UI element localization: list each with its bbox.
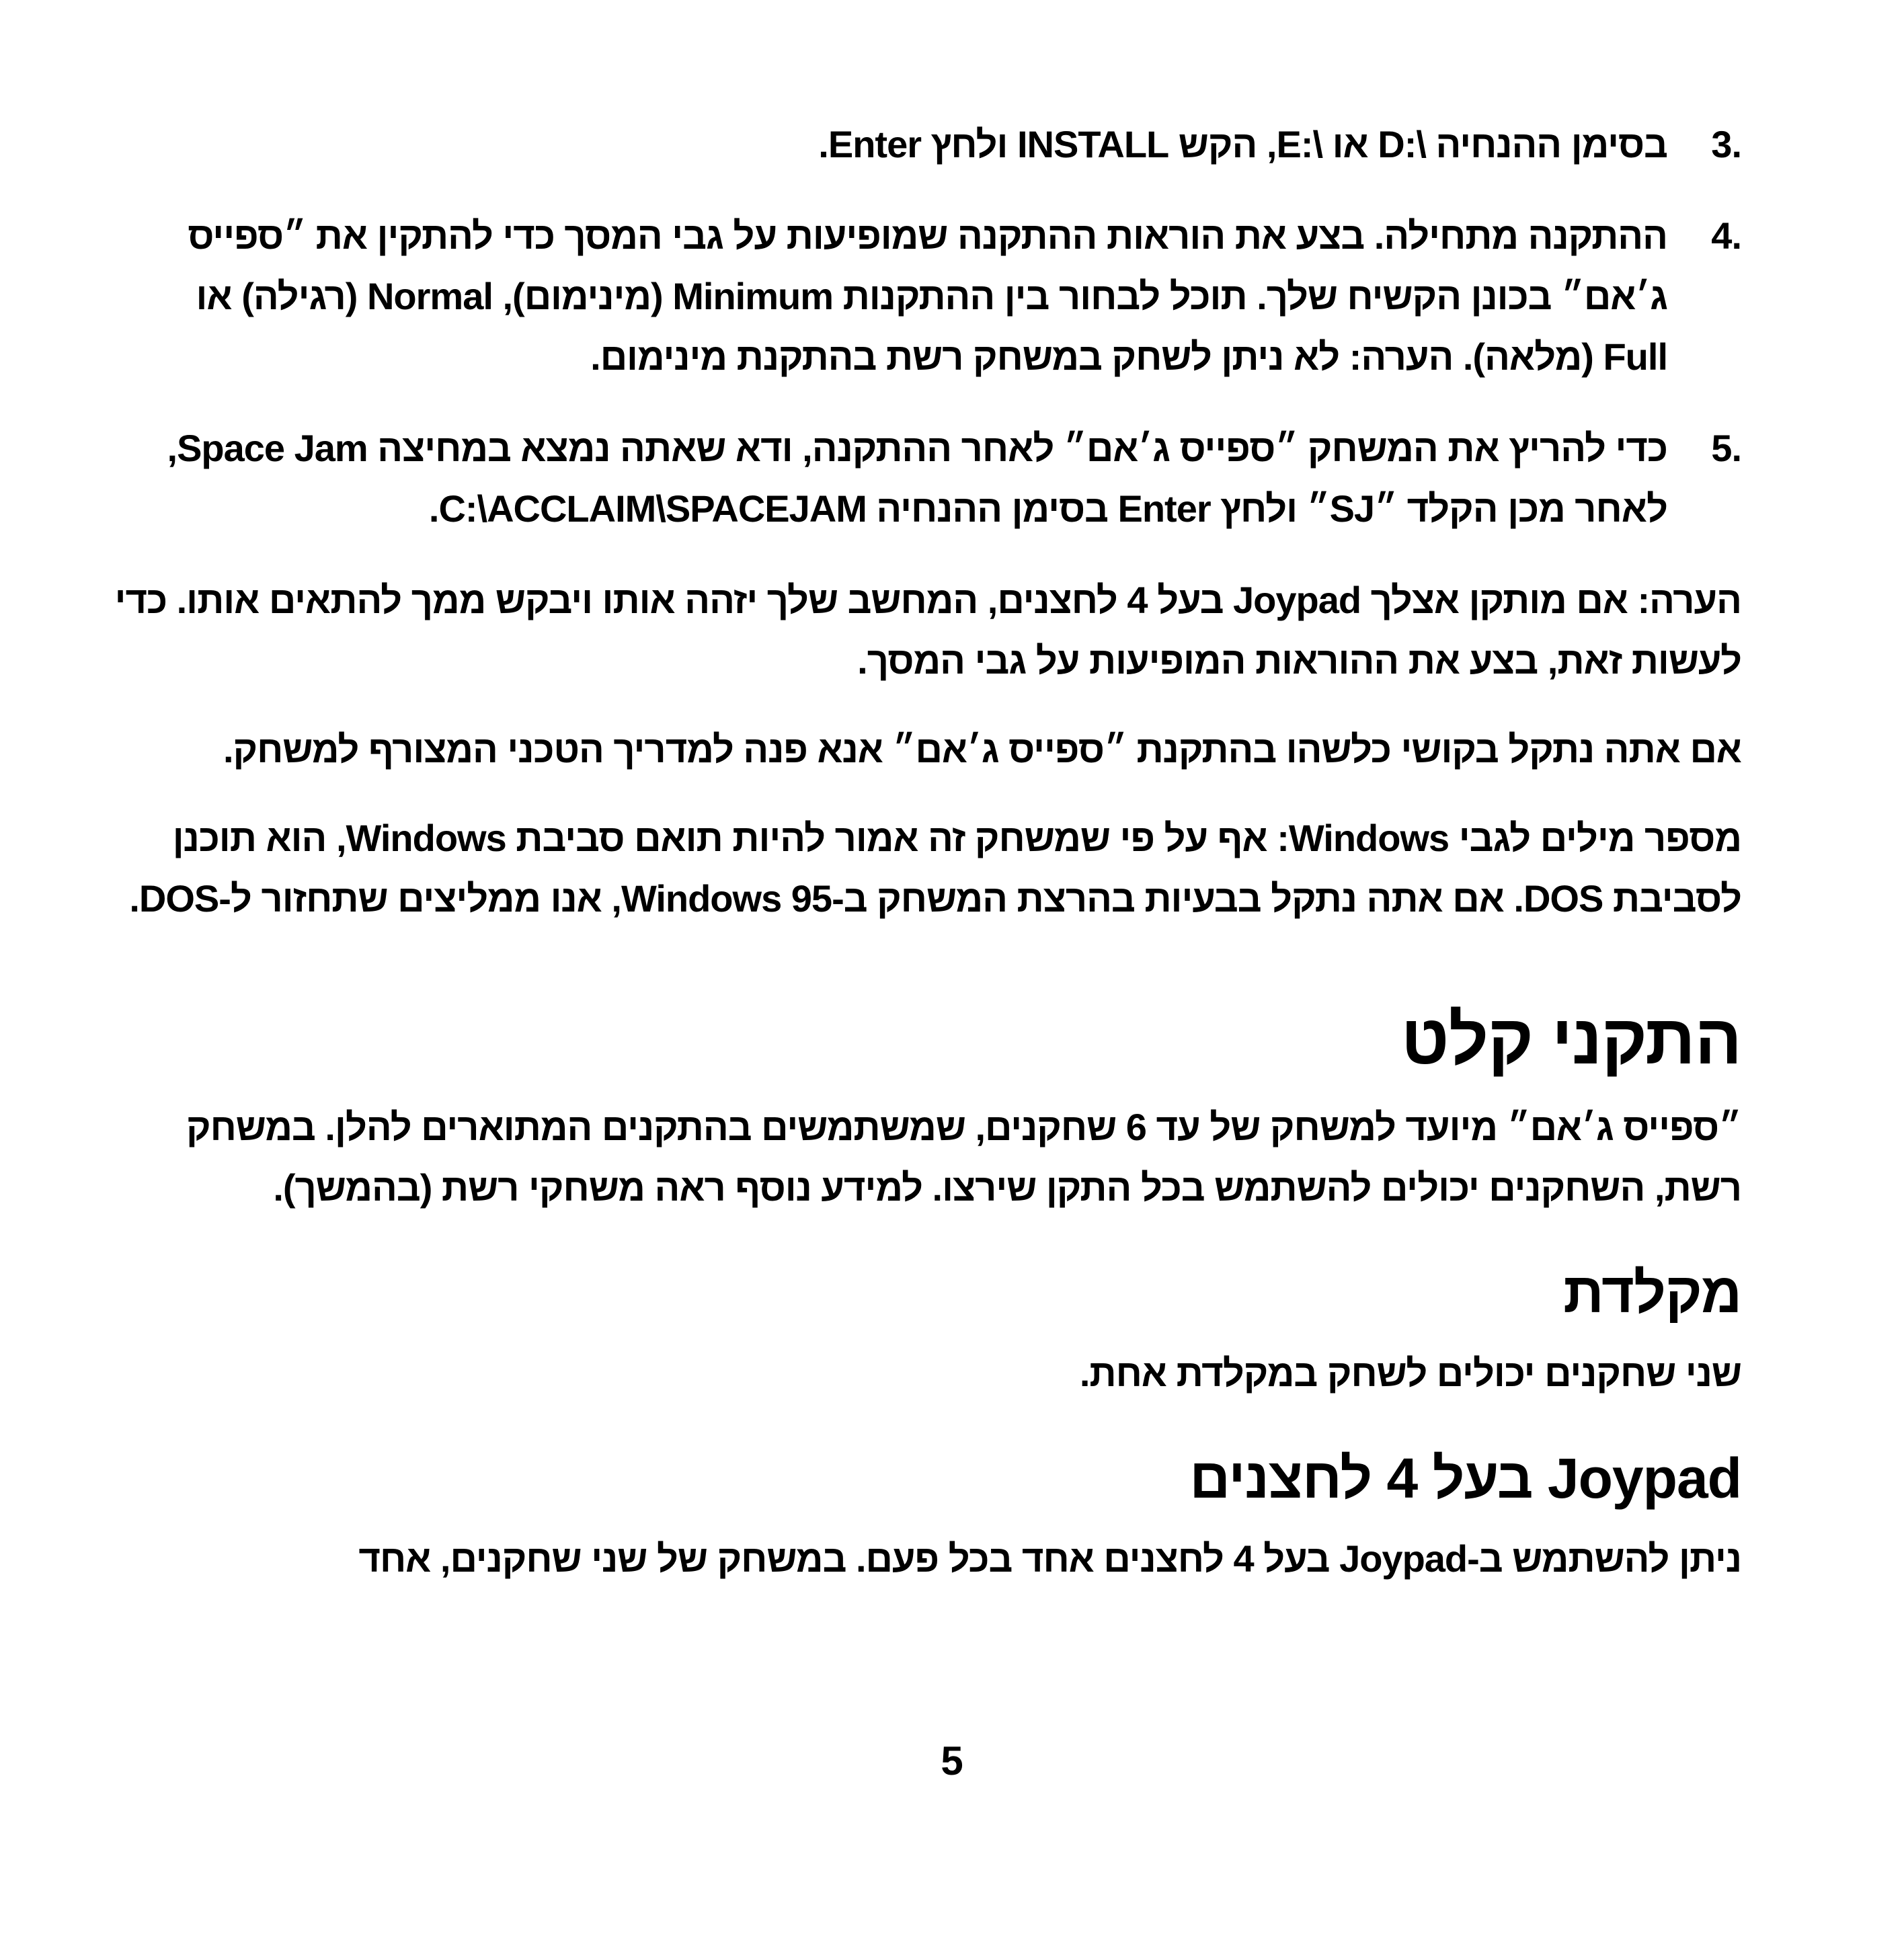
keyboard-paragraph: שני שחקנים יכולים לשחק במקלדת אחת.: [1079, 1352, 1741, 1394]
input-devices-paragraph: ״ספייס ג׳אם״ מיועד למשחק של עד 6 שחקנים, שמשתמשים בהתקנים המתוארים להלן. במשחק רשת, השחקנים יכולים להשתמש בכל התקן שירצו. למידע נוסף ראה משחקי רשת (בהמשך).: [186, 1106, 1741, 1209]
joypad-heading: Joypad בעל 4 לחצנים: [1189, 1447, 1741, 1510]
step-number: .3: [1711, 123, 1741, 165]
install-step-4: [128, 206, 1741, 387]
joypad-paragraph: ניתן להשתמש ב-Joypad בעל 4 לחצנים אחד בכל פעם. במשחק של שני שחקנים, אחד: [358, 1537, 1741, 1580]
windows-paragraph: מספר מילים לגבי Windows: אף על פי שמשחק זה אמור להיות תואם סביבת Windows, הוא תוכנן לסביבת DOS. אם אתה נתקל בבעיות בהרצת המשחק ב-Windows 95, אנו ממליצים שתחזור ל-DOS.: [129, 817, 1741, 920]
step-text: ההתקנה מתחילה. בצע את הוראות ההתקנה שמופיעות על גבי המסך כדי להתקין את ״ספייס ג׳אם״ בכונן הקשיח שלך. תוכל לבחור בין ההתקנות Minimum (מינימום), Normal (רגילה) או Full (מלאה). הערה: לא ניתן לשחק במשחק רשת בהתקנת מינימום.: [188, 214, 1667, 378]
support-paragraph: אם אתה נתקל בקושי כלשהו בהתקנת ״ספייס ג׳אם״ אנא פנה למדריך הטכני המצורף למשחק.: [223, 728, 1741, 770]
step-number: .5: [1711, 427, 1741, 469]
manual-page: [114, 114, 1741, 1617]
step-text: בסימן ההנחיה \:D או \:E, הקש INSTALL ולחץ Enter.: [818, 123, 1667, 165]
page-number: 5: [941, 1738, 963, 1783]
step-number: .4: [1711, 214, 1741, 257]
install-step-3: [128, 114, 1741, 175]
step-text: כדי להריץ את המשחק ״ספייס ג׳אם״ לאחר ההתקנה, ודא שאתה נמצא במחיצה Space Jam, לאחר מכן הקלד ״SJ״ ולחץ Enter בסימן ההנחיה C:\ACCLAIM\SPACEJAM.: [167, 427, 1667, 530]
input-devices-heading: התקני קלט: [1401, 1001, 1741, 1079]
joypad-note-paragraph: הערה: אם מותקן אצלך Joypad בעל 4 לחצנים, המחשב שלך יזהה אותו ויבקש ממך להתאים אותו. כדי לעשות זאת, בצע את ההוראות המופיעות על גבי המסך.: [114, 579, 1741, 682]
install-step-5: [128, 418, 1741, 539]
keyboard-heading: מקלדת: [1563, 1261, 1741, 1324]
